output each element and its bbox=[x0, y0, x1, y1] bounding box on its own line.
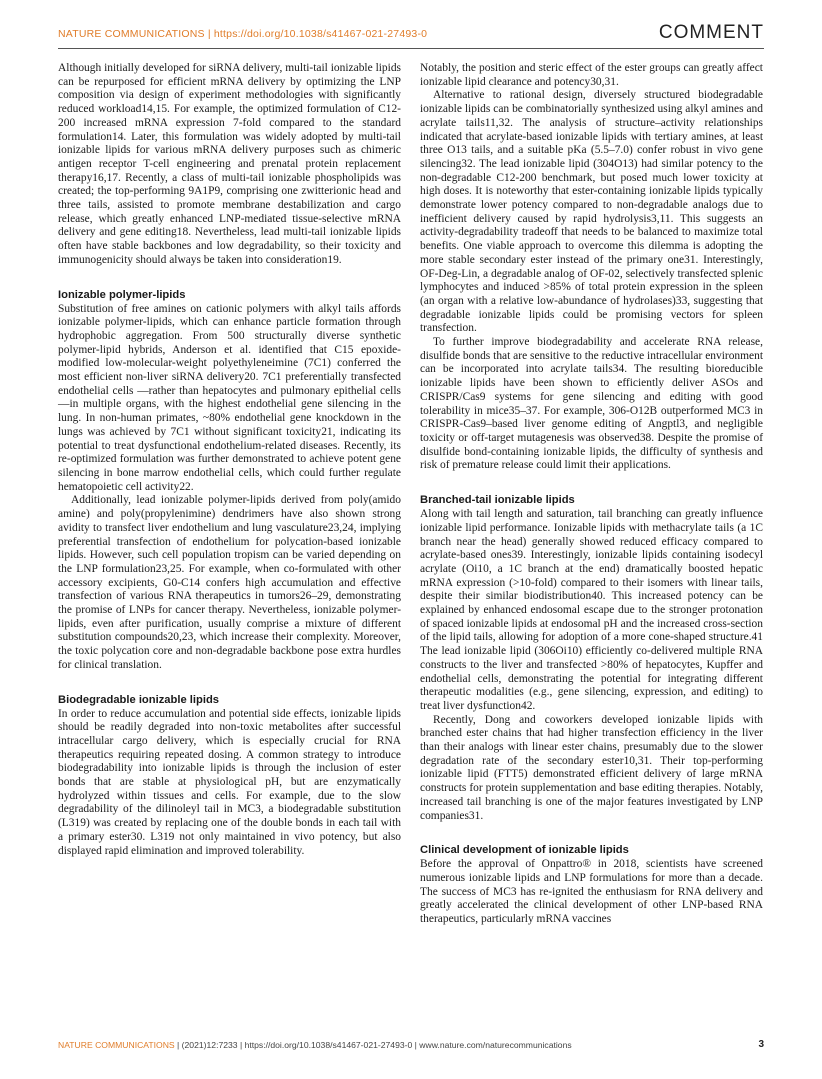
right-column bbox=[420, 62, 763, 927]
section-label: COMMENT bbox=[658, 22, 764, 43]
footer-journal: NATURE COMMUNICATIONS bbox=[58, 1040, 175, 1050]
paragraph: Recently, Dong and coworkers developed ionizable lipids with branched ester chains that had higher transfection efficiency in the liver than their analogs with linear ester chains, presumably due to the slower degradation rate of the secondary ester10,31. Their top-performing ionizable lipid (FTT5) demonstrated efficient delivery of large mRNA constructs for protein supplementation and base editing therapies. Notably, increased tail branching is one of the major features investigated by LNP companies31. bbox=[420, 713, 763, 822]
paragraph: Although initially developed for siRNA delivery, multi-tail ionizable lipids can be repurposed for efficient mRNA delivery by optimizing the LNP composition via design of experiment methodologies with significantly reduced workload14,15. For example, the optimized formulation of C12-200 increased mRNA expression 7-fold compared to the standard formulation14. Later, this formulation was widely adopted by multi-tail ionizable lipids for various mRNA delivery purposes such as chimeric antigen receptor T-cell engineering and prenatal protein replacement therapy16,17. Recently, a class of multi-tail ionizable phospholipids was created; the top-performing 9A1P9, comprising one zwitterionic head and three tails, assisted to promote membrane destabilization and cargo release, which greatly enhanced LNP-mediated tissue-selective mRNA delivery and gene editing18. Nevertheless, lead multi-tail ionizable lipids often have stable backbones and low degradability, so their toxicity and immunogenicity should always be taken into consideration19. bbox=[58, 62, 401, 266]
paragraph: To further improve biodegradability and accelerate RNA release, disulfide bonds that are sensitive to the reductive intracellular environment can be incorporated into acrylate tails34. The resulting bioreducible ionizable lipids have been shown to efficiently deliver ASOs and CRISPR/Cas9 systems for gene silencing and editing with good tolerability in mice35–37. For example, 306-O12B outperformed MC3 in CRISPR-Cas9–based liver genome editing of Angptl3, and negligible toxicity or off-target mutagenesis was observed38. Despite the promise of disulfide bond-containing ionizable lipids, the difficulty of synthesis and risk of premature release could limit their applications. bbox=[420, 336, 763, 472]
section-heading-polymer-lipids: Ionizable polymer-lipids bbox=[58, 288, 186, 301]
section-heading-clinical: Clinical development of ionizable lipids bbox=[420, 844, 629, 857]
paragraph: In order to reduce accumulation and potential side effects, ionizable lipids should be readily degraded into non-toxic metabolites after successful intracellular cargo delivery, which is especially crucial for RNA therapeutics requiring repeated dosing. A common strategy to introduce biodegradability into ionizable lipids is through the inclusion of ester bonds that are stable at physiological pH, but are enzymatically hydrolyzed within tissues and cells. For example, due to the slow degradability of the dilinoleyl tail in MC3, a biodegradable substitution (L319) was created by replacing one of the double bonds in each tail with a primary ester30. L319 not only maintained in vivo potency, but also displayed rapid elimination and improved tolerability. bbox=[58, 707, 401, 857]
header-divider bbox=[58, 48, 764, 49]
paragraph: Additionally, lead ionizable polymer-lipids derived from poly(amido amine) and poly(propylenimine) dendrimers have also shown strong avidity to transfect liver endothelium and lung vasculature23,24, implying preferential transfection of endothelium for polycation-based ionizable lipids. However, such cell population tropism can be varied depending on the LNP formulation23,25. For example, when co-formulated with other accessory excipients, G0-C14 confers high accumulation and effective transfection of various RNA therapeutics in tumors26–29, demonstrating the promise of LNPs for cancer therapy. Nevertheless, ionizable polymer-lipids, even after purification, usually comprise a mixture of different substitution compounds20,23, which increase their complexity. Moreover, the toxic polycation core and non-degradable backbone pose extra hurdles for clinical translation. bbox=[58, 494, 401, 671]
paragraph: Alternative to rational design, diversely structured biodegradable ionizable lipids can be combinatorially synthesized using alkyl amines and acrylate tails11,32. The analysis of structure–activity relationships indicated that acrylate-based ionizable lipids with tertiary amines, at least three O13 tails, and a suitable pKa (5.5–7.0) confer robust in vivo gene silencing32. The lead ionizable lipid (304O13) had similar potency to the non-degradable C12-200 benchmark, but posed much lower toxicity at high doses. It is noteworthy that ester-containing ionizable lipids typically demonstrate lower potency compared to non-degradable analogs due to inefficient delivery caused by rapid hydrolysis3,11. This suggests an activity-degradability tradeoff that needs to be balanced to maximize total benefits. One viable approach to overcome this dilemma is adopting the more stable secondary ester instead of the primary one31. Interestingly, OF-Deg-Lin, a degradable analog of OF-02, selectively transfected splenic lymphocytes and induced >85% of total protein expression in the spleen (an organ with a relative low-abundance of hydrolases)33, suggesting that degradable ionizable lipids could be promising vectors for spleen transfection. bbox=[420, 89, 763, 335]
paragraph: Before the approval of Onpattro® in 2018, scientists have screened numerous ionizable lipids and LNP formulations for more than a decade. The success of MC3 has re-ignited the enthusiasm for RNA delivery and greatly accelerated the clinical development of other LNP-based RNA therapeutics, particularly mRNA vaccines bbox=[420, 858, 763, 926]
header-journal-doi[interactable]: NATURE COMMUNICATIONS | https://doi.org/10.1038/s41467-021-27493-0 bbox=[58, 28, 428, 40]
paragraph: Along with tail length and saturation, tail branching can greatly influence ionizable lipid performance. Ionizable lipids with methacrylate tails (a 1C branch near the head) generally showed reduced efficacy compared to acrylate-based ones39. Interestingly, ionizable lipids containing isodecyl acrylate (Oi10, a 1C branch at the end) dramatically boosted hepatic mRNA expression (>10-fold) compared to their isomers with linear tails, despite their similar biodistribution40. This increased potency can be explained by enhanced endosomal escape due to the stronger protonation of spaced ionizable lipids at endosomal pH and the increased cross-section of the lipid tails, allowing for adoption of a more cone-shaped structure.41 The lead ionizable lipid (306Oi10) efficiently co-delivered multiple RNA constructs to the liver and transfected >80% of hepatocytes, Kupffer and endothelial cells, demonstrating the potential for integrating different therapeutic modalities (e.g., gene silencing, expression, and editing) to treat liver dysfunction42. bbox=[420, 508, 763, 712]
paragraph: Substitution of free amines on cationic polymers with alkyl tails affords ionizable polymer-lipids, which can enhance particle formation through hydrophobic aggregation. From 500 structurally diverse synthetic polymer-lipid hybrids, Anderson et al. identified that C15 epoxide-modified low-molecular-weight polyethyleneimine (7C1) conferred the most efficient non-liver siRNA delivery20. 7C1 preferentially transfected endothelial cells —rather than hepatocytes and pulmonary epithelial cells—in multiple organs, with the highest endothelial gene silencing in the lung. In non-human primates, ~80% endothelial gene knockdown in the lungs was achieved by 7C1 without significant toxicity21, indicating its potential to treat dysfunctional endothelium-related diseases. Recently, its re-optimized formulation was further demonstrated to achieve potent gene silencing in bone marrow endothelial cells, which could further regulate hematopoietic cell activity22. bbox=[58, 302, 401, 493]
paragraph: Notably, the position and steric effect of the ester groups can greatly affect ionizable lipid clearance and potency30,31. bbox=[420, 62, 763, 88]
section-heading-biodegradable: Biodegradable ionizable lipids bbox=[58, 693, 220, 706]
footer-citation[interactable]: | (2021)12:7233 | https://doi.org/10.1038/s41467-021-27493-0 | www.nature.com/naturecommunications bbox=[174, 1040, 572, 1050]
section-heading-branched-tail: Branched-tail ionizable lipids bbox=[420, 494, 575, 507]
page-number: 3 bbox=[758, 1039, 764, 1050]
running-header bbox=[58, 18, 764, 46]
left-column bbox=[58, 62, 401, 858]
page-footer bbox=[58, 1040, 764, 1050]
